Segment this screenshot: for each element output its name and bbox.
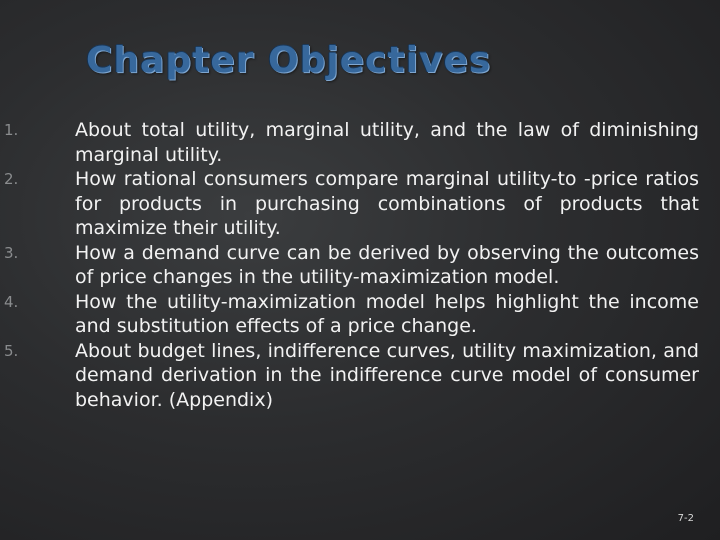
objective-item bbox=[0, 339, 720, 413]
objective-item bbox=[0, 167, 720, 241]
objective-number: 3. bbox=[4, 243, 19, 262]
objective-item bbox=[0, 290, 720, 339]
objective-number: 2. bbox=[4, 170, 19, 188]
objective-text: How the utility-maximization model helps highlight the income and substitution effects of a price change. bbox=[75, 290, 699, 337]
objective-item bbox=[0, 241, 720, 290]
page-number: 7-2 bbox=[677, 513, 694, 524]
objective-text: How rational consumers compare marginal utility-to -price ratios for products in purchasing combinations of products that maximize their utility. bbox=[75, 168, 699, 239]
objective-number: 1. bbox=[4, 121, 19, 139]
objective-item bbox=[0, 118, 720, 167]
objectives-list bbox=[0, 118, 720, 412]
objective-text: About total utility, marginal utility, and the law of diminishing marginal utility. bbox=[75, 119, 699, 166]
objective-number: 5. bbox=[4, 341, 19, 360]
objective-number: 4. bbox=[4, 292, 19, 311]
objective-text: About budget lines, indifference curves, utility maximization, and demand derivation in the indifference curve model of consumer behavior. (Appendix) bbox=[75, 339, 699, 411]
objective-text: How a demand curve can be derived by observing the outcomes of price changes in the utility-maximization model. bbox=[75, 241, 699, 288]
slide-title: Chapter Objectives bbox=[86, 40, 492, 81]
